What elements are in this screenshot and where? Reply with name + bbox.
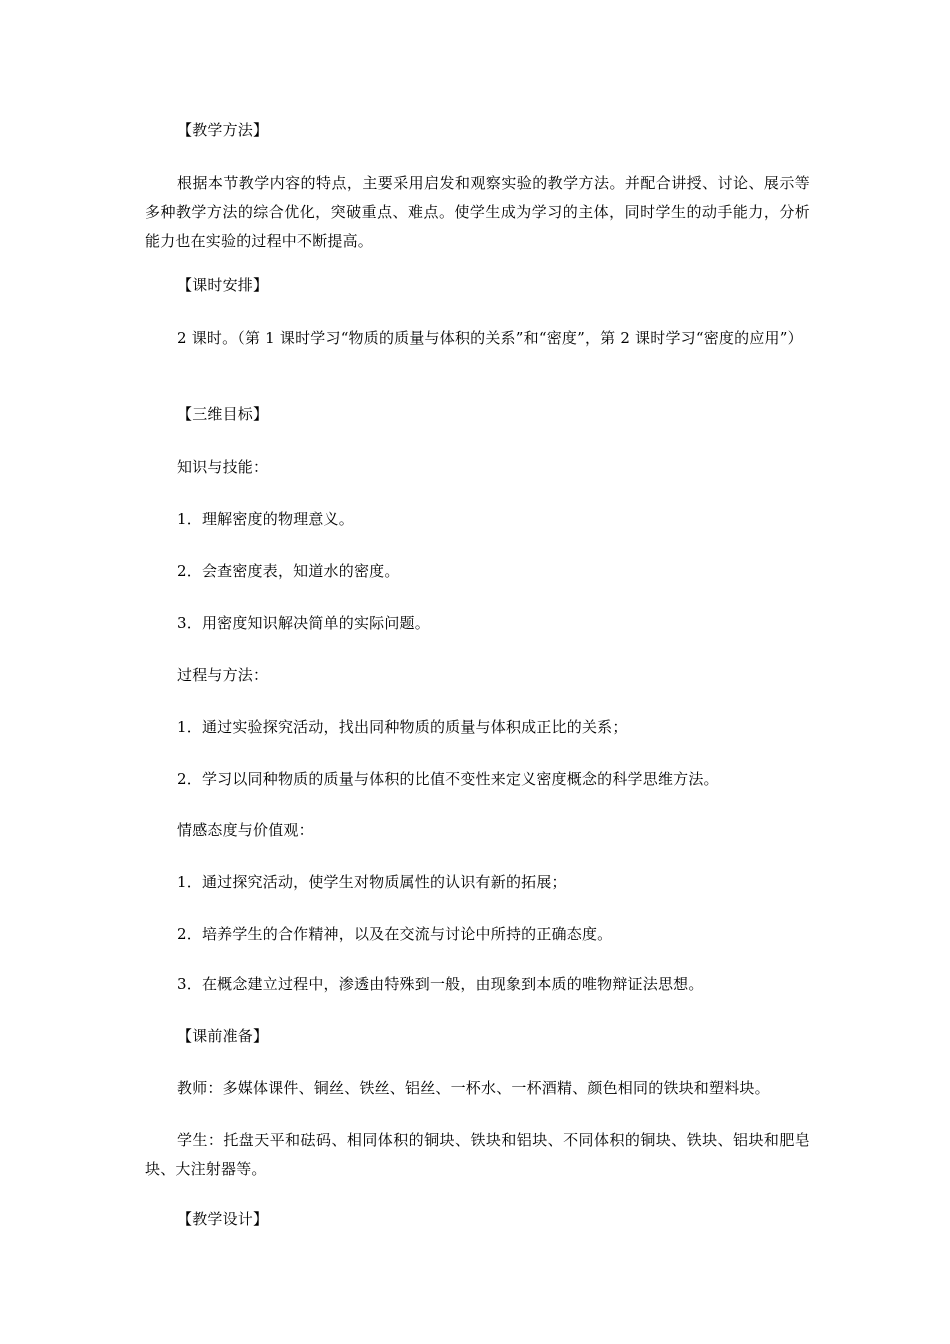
student-preparation-paragraph: 学生：托盘天平和砝码、相同体积的铜块、铁块和铝块、不同体积的铜块、铁块、铝块和肥皂块、大注射器等。 <box>145 1131 810 1178</box>
list-item: 1．通过实验探究活动，找出同种物质的质量与体积成正比的关系； <box>177 718 628 736</box>
teacher-preparation-paragraph: 教师：多媒体课件、铜丝、铁丝、铝丝、一杯水、一杯酒精、颜色相同的铁块和塑料块。 <box>177 1079 770 1097</box>
subheading-attitude-values: 情感态度与价值观： <box>177 821 314 839</box>
schedule-paragraph: 2 课时。（第 1 课时学习“物质的质量与体积的关系”和“密度”，第 2 课时学习“密度的应用”） <box>177 329 803 347</box>
section-heading-schedule: 【课时安排】 <box>177 276 269 294</box>
section-heading-design: 【教学设计】 <box>177 1210 269 1228</box>
list-item: 2．学习以同种物质的质量与体积的比值不变性来定义密度概念的科学思维方法。 <box>177 770 719 788</box>
subheading-process-method: 过程与方法： <box>177 666 269 684</box>
section-heading-preparation: 【课前准备】 <box>177 1027 269 1045</box>
list-item: 1．理解密度的物理意义。 <box>177 510 354 528</box>
list-item: 3．用密度知识解决简单的实际问题。 <box>177 614 430 632</box>
section-heading-objectives: 【三维目标】 <box>177 405 269 423</box>
section-heading-teaching-method: 【教学方法】 <box>177 121 269 139</box>
list-item: 2．会查密度表，知道水的密度。 <box>177 562 400 580</box>
list-item: 3．在概念建立过程中，渗透由特殊到一般，由现象到本质的唯物辩证法思想。 <box>177 975 704 993</box>
subheading-knowledge-skills: 知识与技能： <box>177 458 269 476</box>
list-item: 1．通过探究活动，使学生对物质属性的认识有新的拓展； <box>177 873 567 891</box>
list-item: 2．培养学生的合作精神，以及在交流与讨论中所持的正确态度。 <box>177 925 613 943</box>
teaching-method-paragraph: 根据本节教学内容的特点，主要采用启发和观察实验的教学方法。并配合讲授、讨论、展示等多种教学方法的综合优化，突破重点、难点。使学生成为学习的主体，同时学生的动手能力，分析能力也在实验的过程中不断提高。 <box>145 174 810 250</box>
